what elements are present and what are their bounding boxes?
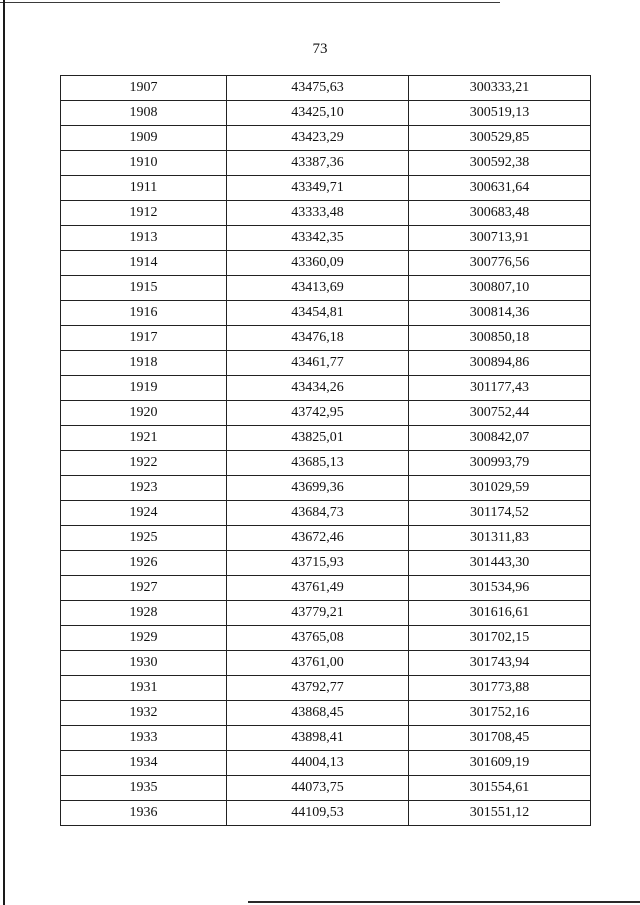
year-cell: 1934 [61, 751, 227, 776]
value-b-cell: 301174,52 [409, 501, 591, 526]
value-b-cell: 300842,07 [409, 426, 591, 451]
value-b-cell: 300333,21 [409, 76, 591, 101]
year-cell: 1908 [61, 101, 227, 126]
value-a-cell: 43742,95 [227, 401, 409, 426]
value-a-cell: 43349,71 [227, 176, 409, 201]
table-row [61, 401, 591, 426]
value-a-cell: 43360,09 [227, 251, 409, 276]
table-row [61, 576, 591, 601]
value-a-cell: 43333,48 [227, 201, 409, 226]
table-row [61, 301, 591, 326]
year-cell: 1925 [61, 526, 227, 551]
value-a-cell: 43434,26 [227, 376, 409, 401]
year-cell: 1919 [61, 376, 227, 401]
value-b-cell: 301177,43 [409, 376, 591, 401]
year-cell: 1915 [61, 276, 227, 301]
table-row [61, 226, 591, 251]
value-a-cell: 43898,41 [227, 726, 409, 751]
value-a-cell: 44109,53 [227, 801, 409, 826]
table-row [61, 726, 591, 751]
value-b-cell: 300752,44 [409, 401, 591, 426]
table-row [61, 376, 591, 401]
table-row [61, 151, 591, 176]
value-b-cell: 301551,12 [409, 801, 591, 826]
value-a-cell: 43425,10 [227, 101, 409, 126]
value-b-cell: 300713,91 [409, 226, 591, 251]
year-cell: 1924 [61, 501, 227, 526]
value-b-cell: 301443,30 [409, 551, 591, 576]
table-row [61, 201, 591, 226]
table-row [61, 351, 591, 376]
year-cell: 1918 [61, 351, 227, 376]
value-a-cell: 43476,18 [227, 326, 409, 351]
table-row [61, 651, 591, 676]
year-cell: 1912 [61, 201, 227, 226]
table-row [61, 526, 591, 551]
value-b-cell: 301702,15 [409, 626, 591, 651]
value-a-cell: 43699,36 [227, 476, 409, 501]
year-cell: 1923 [61, 476, 227, 501]
value-b-cell: 300894,86 [409, 351, 591, 376]
value-a-cell: 44004,13 [227, 751, 409, 776]
table-row [61, 776, 591, 801]
value-a-cell: 43461,77 [227, 351, 409, 376]
value-a-cell: 43454,81 [227, 301, 409, 326]
value-a-cell: 43792,77 [227, 676, 409, 701]
value-b-cell: 300631,64 [409, 176, 591, 201]
table-row [61, 326, 591, 351]
table-row [61, 676, 591, 701]
value-a-cell: 43765,08 [227, 626, 409, 651]
value-a-cell: 43761,00 [227, 651, 409, 676]
value-a-cell: 43475,63 [227, 76, 409, 101]
year-cell: 1936 [61, 801, 227, 826]
value-b-cell: 301029,59 [409, 476, 591, 501]
value-b-cell: 301616,61 [409, 601, 591, 626]
table-row [61, 101, 591, 126]
table-row [61, 551, 591, 576]
scan-edge-bottom [248, 901, 640, 903]
value-b-cell: 300529,85 [409, 126, 591, 151]
value-b-cell: 301311,83 [409, 526, 591, 551]
table-row [61, 176, 591, 201]
value-b-cell: 300776,56 [409, 251, 591, 276]
value-b-cell: 301743,94 [409, 651, 591, 676]
year-cell: 1920 [61, 401, 227, 426]
value-a-cell: 43715,93 [227, 551, 409, 576]
value-a-cell: 43342,35 [227, 226, 409, 251]
value-b-cell: 300850,18 [409, 326, 591, 351]
value-b-cell: 300592,38 [409, 151, 591, 176]
table-row [61, 251, 591, 276]
table-body [61, 76, 591, 826]
year-cell: 1931 [61, 676, 227, 701]
year-cell: 1935 [61, 776, 227, 801]
value-b-cell: 301609,19 [409, 751, 591, 776]
value-b-cell: 300993,79 [409, 451, 591, 476]
value-b-cell: 300683,48 [409, 201, 591, 226]
year-cell: 1911 [61, 176, 227, 201]
table-row [61, 76, 591, 101]
table-row [61, 701, 591, 726]
table-row [61, 751, 591, 776]
value-a-cell: 43825,01 [227, 426, 409, 451]
table-row [61, 601, 591, 626]
year-cell: 1927 [61, 576, 227, 601]
value-a-cell: 43387,36 [227, 151, 409, 176]
value-a-cell: 43413,69 [227, 276, 409, 301]
table-row [61, 126, 591, 151]
year-cell: 1932 [61, 701, 227, 726]
year-cell: 1916 [61, 301, 227, 326]
data-table [60, 75, 591, 826]
scan-edge-top [0, 2, 500, 3]
year-cell: 1922 [61, 451, 227, 476]
table-row [61, 276, 591, 301]
value-b-cell: 301708,45 [409, 726, 591, 751]
value-a-cell: 43684,73 [227, 501, 409, 526]
value-b-cell: 301773,88 [409, 676, 591, 701]
page-number: 73 [312, 41, 328, 57]
year-cell: 1930 [61, 651, 227, 676]
value-b-cell: 300807,10 [409, 276, 591, 301]
value-a-cell: 43685,13 [227, 451, 409, 476]
table-row [61, 476, 591, 501]
year-cell: 1926 [61, 551, 227, 576]
value-b-cell: 301534,96 [409, 576, 591, 601]
value-b-cell: 301554,61 [409, 776, 591, 801]
value-b-cell: 300814,36 [409, 301, 591, 326]
table-row [61, 801, 591, 826]
table-row [61, 501, 591, 526]
year-cell: 1933 [61, 726, 227, 751]
value-b-cell: 300519,13 [409, 101, 591, 126]
value-b-cell: 301752,16 [409, 701, 591, 726]
year-cell: 1910 [61, 151, 227, 176]
year-cell: 1917 [61, 326, 227, 351]
year-cell: 1929 [61, 626, 227, 651]
table-row [61, 626, 591, 651]
value-a-cell: 43423,29 [227, 126, 409, 151]
table-row [61, 451, 591, 476]
year-cell: 1928 [61, 601, 227, 626]
year-cell: 1913 [61, 226, 227, 251]
year-cell: 1921 [61, 426, 227, 451]
year-cell: 1914 [61, 251, 227, 276]
value-a-cell: 43868,45 [227, 701, 409, 726]
value-a-cell: 43779,21 [227, 601, 409, 626]
value-a-cell: 43672,46 [227, 526, 409, 551]
scan-edge-left [3, 0, 5, 905]
year-cell: 1909 [61, 126, 227, 151]
value-a-cell: 44073,75 [227, 776, 409, 801]
year-cell: 1907 [61, 76, 227, 101]
table-row [61, 426, 591, 451]
value-a-cell: 43761,49 [227, 576, 409, 601]
